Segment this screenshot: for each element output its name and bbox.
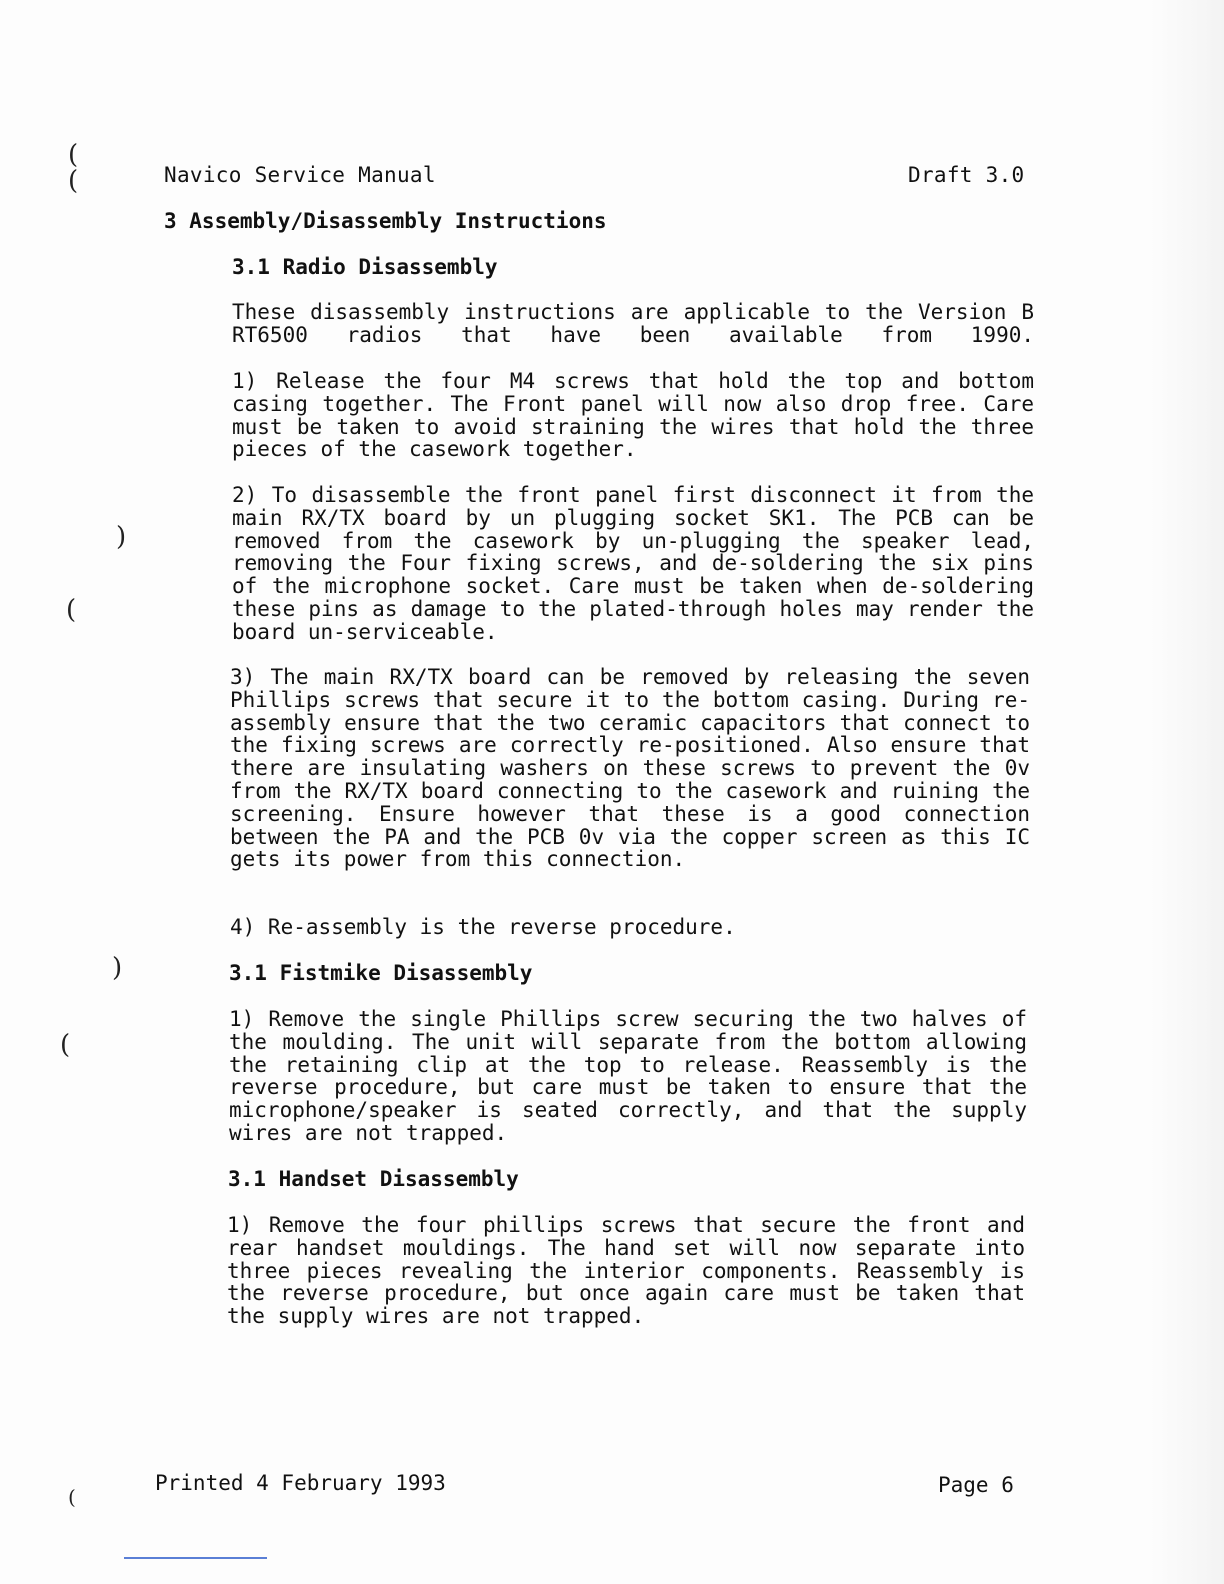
handset-step-1: 1) Remove the four phillips screws that secure the front and rear handset mouldings. The hand set will now separate into three pieces revealing the interior components. Reassembly is the reverse procedure, but once again care must be taken that the supply wires are not trapped. [227,1213,1025,1329]
margin-mark: ( [60,1030,71,1060]
margin-mark: ( [68,166,79,196]
radio-disassembly-heading: 3.1 Radio Disassembly [232,255,498,279]
page-edge-shadow [1150,0,1224,1584]
margin-mark: ) [116,522,127,552]
fistmike-step-1: 1) Remove the single Phillips screw securing the two halves of the moulding. The unit will separate from the bottom allowing the retaining clip at the top to release. Reassembly is the reverse procedure, but care must be taken to ensure that the microphone/speaker is seated correctly, and that the supply wires are not trapped. [229,1007,1027,1145]
margin-mark: ) [112,953,123,983]
footer-page-number: Page 6 [938,1473,1014,1497]
radio-intro-paragraph: These disassembly instructions are applicable to the Version B RT6500 radios that have been available from 1990. [232,300,1034,347]
footer-print-date: Printed 4 February 1993 [155,1471,446,1495]
handset-disassembly-heading: 3.1 Handset Disassembly [228,1167,519,1191]
scan-edge-line [124,1557,267,1559]
section-heading: 3 Assembly/Disassembly Instructions [164,209,607,233]
fistmike-disassembly-heading: 3.1 Fistmike Disassembly [229,961,533,985]
radio-step-3: 3) The main RX/TX board can be removed by releasing the seven Phillips screws that secure it to the bottom casing. During re-assembly ensure that the two ceramic capacitors that connect to the fixing screws are correctly re-positioned. Also ensure that there are insulating washers on these screws to prevent the 0v from the RX/TX board connecting to the casework and ruining the screening. Ensure however that these is a good connection between the PA and the PCB 0v via the copper screen as this IC gets its power from this connection. [230,665,1030,872]
radio-step-1: 1) Release the four M4 screws that hold the top and bottom casing together. The Front panel will now also drop free. Care must be taken to avoid straining the wires that hold the three pieces of the casework together. [232,369,1034,462]
margin-mark: ( [66,595,77,625]
radio-step-2: 2) To disassemble the front panel first disconnect it from the main RX/TX board by un plugging socket SK1. The PCB can be removed from the casework by un-plugging the speaker lead, removing the Four fixing screws, and de-soldering the six pins of the microphone socket. Care must be taken when de-soldering these pins as damage to the plated-through holes may render the board un-serviceable. [232,483,1034,644]
radio-step-4: 4) Re-assembly is the reverse procedure. [230,915,736,939]
margin-mark: ( [68,140,79,170]
running-header-draft: Draft 3.0 [908,163,1025,187]
margin-mark: ( [68,1485,76,1509]
running-header-title: Navico Service Manual [164,163,436,187]
